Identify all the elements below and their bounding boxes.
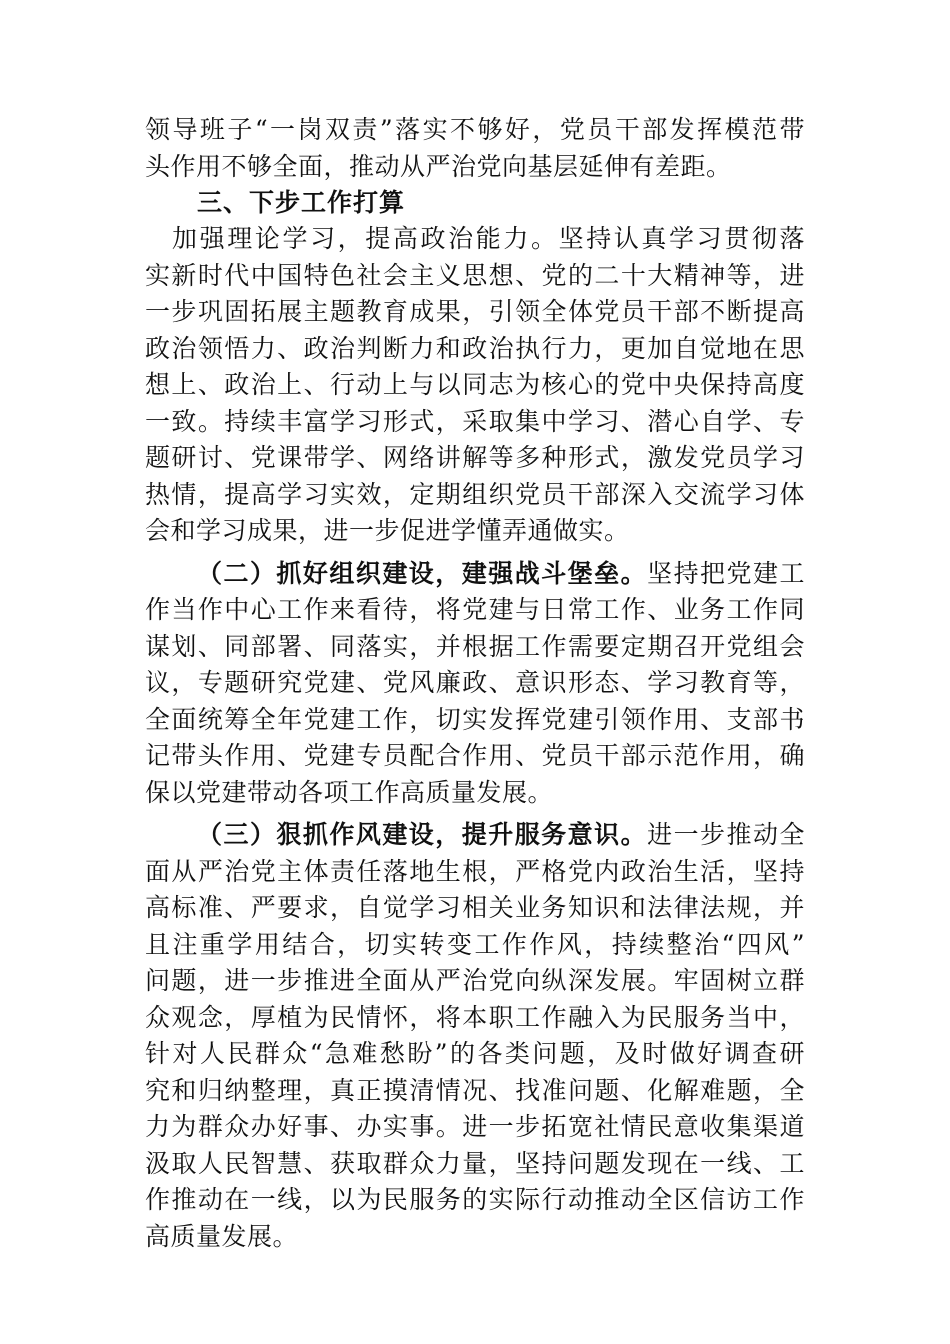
paragraph-theory-study [145,221,805,550]
text-line: 力为群众办好事、办实事。进一步拓宽社情民意收集渠道 [145,1112,805,1141]
paragraph-organization [145,556,805,812]
paragraph-lead-heading: （三）狠抓作风建设，提升服务意识。 [197,820,648,849]
text-line: 究和归纳整理，真正摸清情况、找准问题、化解难题，全 [145,1075,805,1105]
text-line: 头作用不够全面，推动从严治党向基层延伸有差距。 [145,151,732,181]
text-line: 全面统筹全年党建工作，切实发挥党建引领作用、支部书 [145,704,805,734]
paragraph-lead-text: 坚持把党建工 [647,558,805,588]
text-line: 且注重学用结合，切实转变工作作风，持续整治“四风” [145,929,805,959]
text-line: 议，专题研究党建、党风廉政、意识形态、学习教育等， [145,668,805,697]
text-line: 高质量发展。 [145,1221,299,1251]
text-line: 众观念，厚植为民情怀，将本职工作融入为民服务当中， [145,1002,805,1032]
text-line: 记带头作用、党建专员配合作用、党员干部示范作用，确 [145,741,805,770]
text-line: 题研讨、党课带学、网络讲解等多种形式，激发党员学习 [145,443,805,472]
section-heading: 三、下步工作打算 [197,188,406,217]
text-line: 谋划、同部署、同落实，并根据工作需要定期召开党组会 [145,631,805,661]
text-line [145,817,805,854]
paragraph-work-style [145,817,805,1255]
text-line: 领导班子“一岗双责”落实不够好，党员干部发挥模范带 [145,115,805,144]
text-line: 保以党建带动各项工作高质量发展。 [145,777,554,807]
text-line: 面从严治党主体责任落地生根，严格党内政治生活，坚持 [145,856,805,886]
text-line: 加强理论学习，提高政治能力。坚持认真学习贯彻落 [172,224,805,253]
text-line: 针对人民群众“急难愁盼”的各类问题，及时做好调查研 [145,1039,805,1068]
intro-paragraph [145,112,805,185]
text-line: 政治领悟力、政治判断力和政治执行力，更加自觉地在思 [145,333,805,363]
text-line: 高标准、严要求，自觉学习相关业务知识和法律法规，并 [145,893,805,922]
text-line: 实新时代中国特色社会主义思想、党的二十大精神等，进 [145,260,805,290]
text-line: 汲取人民智慧、获取群众力量，坚持问题发现在一线、工 [145,1148,805,1178]
text-line: 会和学习成果，进一步促进学懂弄通做实。 [145,516,630,545]
document-page [145,112,805,1255]
text-line: 热情，提高学习实效，定期组织党员干部深入交流学习体 [145,479,805,509]
text-line: 一步巩固拓展主题教育成果，引领全体党员干部不断提高 [145,297,805,326]
text-line: 作当作中心工作来看待，将党建与日常工作、业务工作同 [145,595,805,624]
paragraph-lead-heading: （二）抓好组织建设，建强战斗堡垒。 [197,558,648,588]
text-line [145,556,805,593]
text-line: 想上、政治上、行动上与以同志为核心的党中央保持高度 [145,370,805,399]
text-line: 一致。持续丰富学习形式，采取集中学习、潜心自学、专 [145,406,805,436]
text-line: 作推动在一线，以为民服务的实际行动推动全区信访工作 [145,1185,805,1214]
paragraph-lead-text: 进一步推动全 [647,820,805,849]
text-line: 问题，进一步推进全面从严治党向纵深发展。牢固树立群 [145,966,805,995]
